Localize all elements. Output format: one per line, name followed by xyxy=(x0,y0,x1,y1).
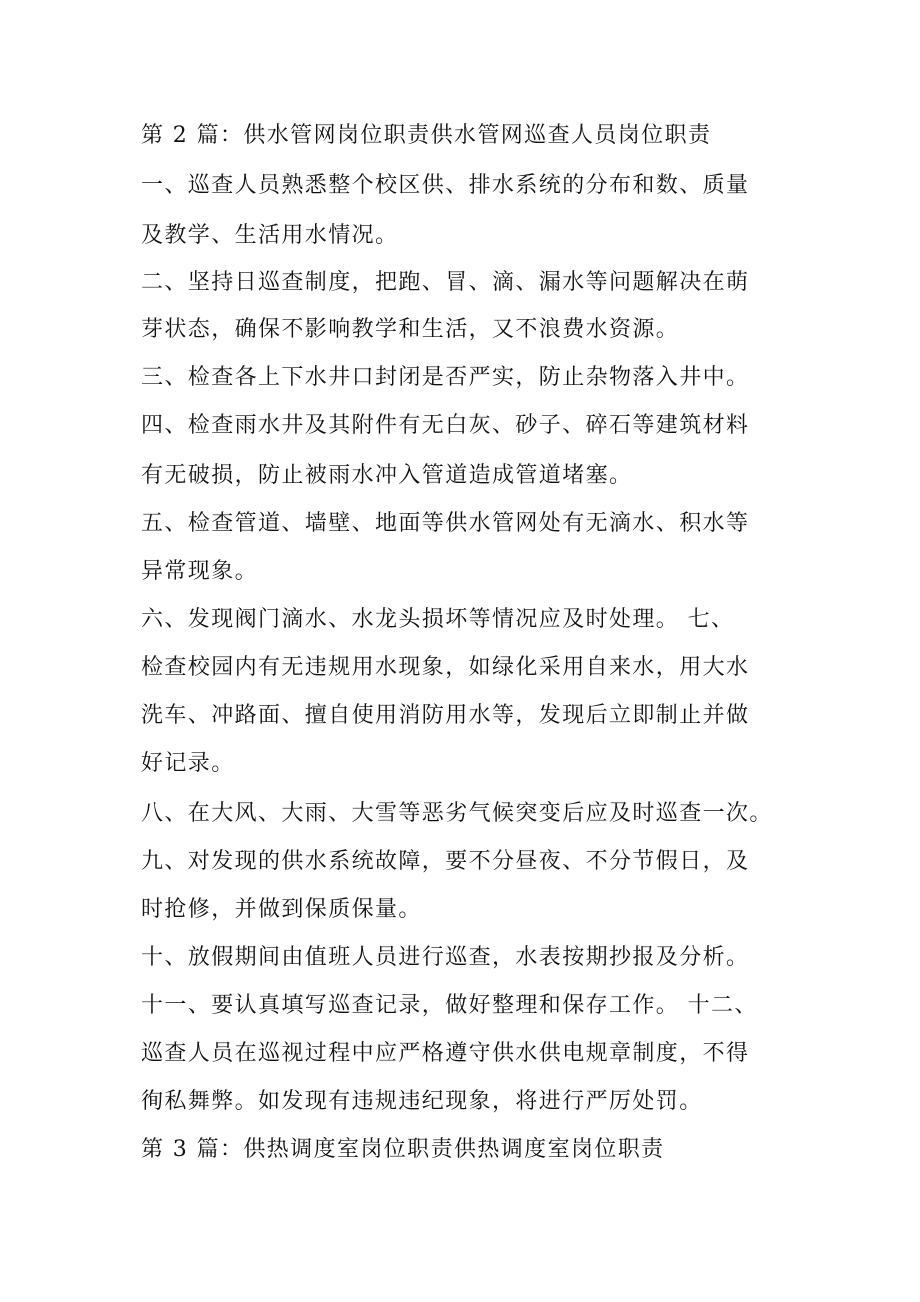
paragraph-line: 十一、要认真填写巡查记录，做好整理和保存工作。 十二、 xyxy=(141,993,758,1018)
paragraph-line: 及教学、生活用水情况。 xyxy=(141,223,399,248)
paragraph-line: 异常现象。 xyxy=(141,559,259,584)
paragraph-line: 徇私舞弊。如发现有违规违纪现象，将进行严厉处罚。 xyxy=(141,1089,703,1114)
heading-chapter-2: 第 2 篇：供水管网岗位职责供水管网巡查人员岗位职责 xyxy=(141,123,712,148)
heading-chapter-3: 第 3 篇：供热调度室岗位职责供热调度室岗位职责 xyxy=(141,1137,665,1162)
paragraph-line: 八、在大风、大雨、大雪等恶劣气候突变后应及时巡查一次。 xyxy=(141,801,773,826)
paragraph-line: 一、巡查人员熟悉整个校区供、排水系统的分布和数、质量 xyxy=(141,173,750,198)
paragraph-line: 芽状态，确保不影响教学和生活，又不浪费水资源。 xyxy=(141,317,680,342)
paragraph-line: 三、检查各上下水井口封闭是否严实，防止杂物落入井中。 xyxy=(141,365,750,390)
paragraph-line: 洗车、冲路面、擅自使用消防用水等，发现后立即制止并做 xyxy=(141,703,750,728)
paragraph-line: 十、放假期间由值班人员进行巡查，水表按期抄报及分析。 xyxy=(141,945,750,970)
paragraph-line: 时抢修，并做到保质保量。 xyxy=(141,897,422,922)
paragraph-line: 五、检查管道、墙壁、地面等供水管网处有无滴水、积水等 xyxy=(141,511,750,536)
paragraph-line: 巡查人员在巡视过程中应严格遵守供水供电规章制度，不得 xyxy=(141,1041,750,1066)
paragraph-line: 好记录。 xyxy=(141,751,235,776)
paragraph-line: 六、发现阀门滴水、水龙头损坏等情况应及时处理。 七、 xyxy=(141,607,735,632)
paragraph-line: 检查校园内有无违规用水现象，如绿化采用自来水，用大水 xyxy=(141,655,750,680)
paragraph-line: 九、对发现的供水系统故障，要不分昼夜、不分节假日，及 xyxy=(141,849,750,874)
paragraph-line: 二、坚持日巡查制度，把跑、冒、滴、漏水等问题解决在萌 xyxy=(141,270,750,295)
paragraph-line: 四、检查雨水井及其附件有无白灰、砂子、碎石等建筑材料 xyxy=(141,413,750,438)
paragraph-line: 有无破损，防止被雨水冲入管道造成管道堵塞。 xyxy=(141,463,633,488)
